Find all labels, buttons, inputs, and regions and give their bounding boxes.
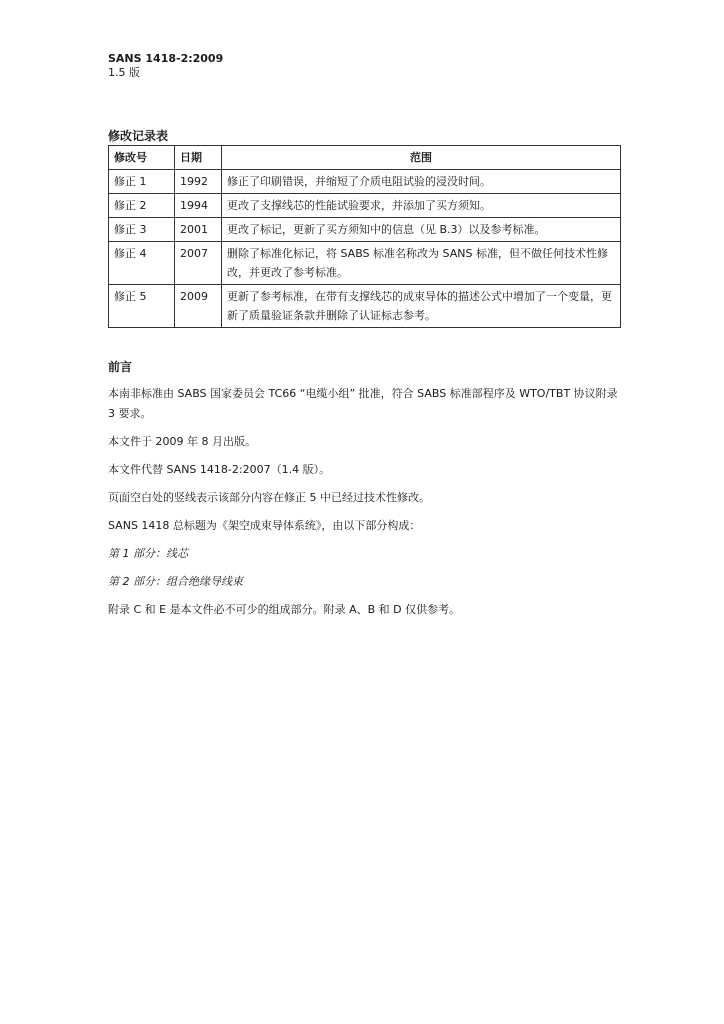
foreword-paragraph: SANS 1418 总标题为《架空成束导体系统》，由以下部分构成： [108, 519, 421, 532]
table-row [109, 218, 621, 242]
column-header-amendment: 修改号 [109, 146, 175, 170]
revision-table-title: 修改记录表 [108, 129, 169, 143]
table-row [109, 194, 621, 218]
amendment-cell: 修正 2 [109, 194, 175, 218]
date-cell: 1994 [175, 194, 222, 218]
annex-note: 附录 C 和 E 是本文件必不可少的组成部分。附录 A、B 和 D 仅供参考。 [108, 603, 461, 616]
table-row [109, 170, 621, 194]
foreword-paragraph: 本南非标准由 SABS 国家委员会 TC66 “电缆小组” 批准，符合 SABS 标准部程序及 WTO/TBT 协议附录 3 要求。 [108, 387, 618, 420]
revision-table [108, 145, 621, 328]
foreword-body [108, 384, 623, 628]
foreword-title: 前言 [108, 360, 133, 374]
column-header-date: 日期 [175, 146, 222, 170]
scope-cell: 更改了支撑线芯的性能试验要求，并添加了买方须知。 [222, 194, 621, 218]
foreword-paragraph: 页面空白处的竖线表示该部分内容在修正 5 中已经过技术性修改。 [108, 491, 430, 504]
amendment-cell: 修正 5 [109, 285, 175, 328]
amendment-cell: 修正 3 [109, 218, 175, 242]
column-header-scope: 范围 [222, 146, 621, 170]
scope-cell: 更改了标记，更新了买方须知中的信息（见 B.3）以及参考标准。 [222, 218, 621, 242]
scope-cell: 删除了标准化标记，将 SABS 标准名称改为 SANS 标准，但不做任何技术性修改，并更改了参考标准。 [222, 242, 621, 285]
foreword-paragraph: 本文件代替 SANS 1418-2:2007（1.4 版）。 [108, 463, 331, 476]
edition-label: 1.5 版 [108, 66, 140, 79]
table-row [109, 285, 621, 328]
standard-number: SANS 1418-2:2009 [108, 52, 224, 65]
scope-cell: 修正了印刷错误，并缩短了介质电阻试验的浸没时间。 [222, 170, 621, 194]
part-list-item: 第 1 部分：线芯 [108, 547, 188, 560]
table-header-row [109, 146, 621, 170]
scope-cell: 更新了参考标准，在带有支撑线芯的成束导体的描述公式中增加了一个变量，更新了质量验证条款并删除了认证标志参考。 [222, 285, 621, 328]
date-cell: 2009 [175, 285, 222, 328]
date-cell: 2007 [175, 242, 222, 285]
foreword-paragraph: 本文件于 2009 年 8 月出版。 [108, 435, 256, 448]
amendment-cell: 修正 4 [109, 242, 175, 285]
part-list-item: 第 2 部分：组合绝缘导线束 [108, 575, 243, 588]
amendment-cell: 修正 1 [109, 170, 175, 194]
document-header [108, 52, 223, 80]
date-cell: 1992 [175, 170, 222, 194]
table-row [109, 242, 621, 285]
date-cell: 2001 [175, 218, 222, 242]
